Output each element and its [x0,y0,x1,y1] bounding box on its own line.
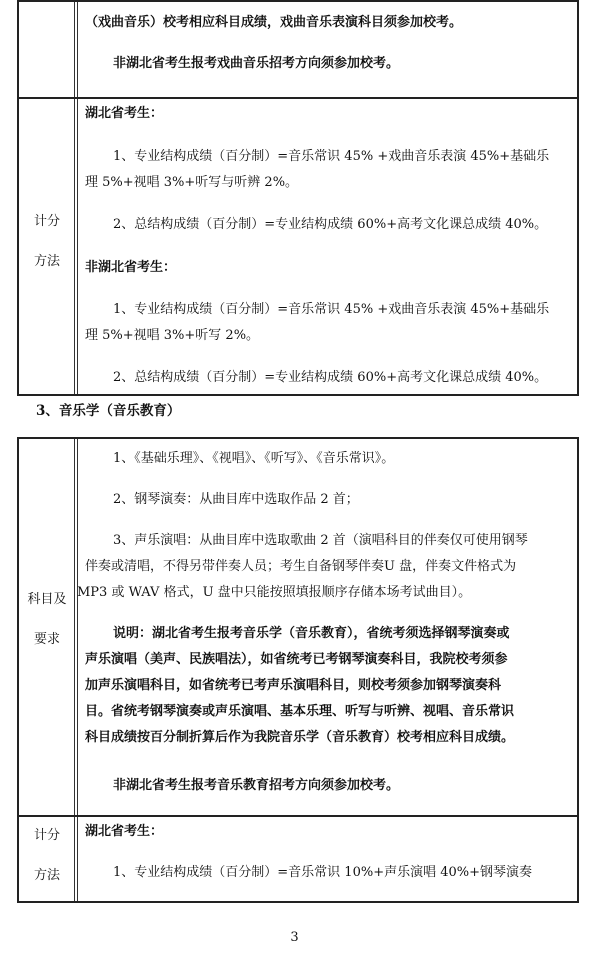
note-line-6: 非湖北省考生报考音乐教育招考方向须参加校考。 [113,778,400,793]
table-exam-scheme-2 [17,437,579,903]
top-row-line-2: 非湖北省考生报考戏曲音乐招考方向须参加校考。 [113,56,400,71]
page-number: 3 [290,930,299,945]
subjects-label-1: 科目及 [27,592,67,607]
nonhubei-item2: 2、总结构成绩（百分制）=专业结构成绩 60%+高考文化课总成绩 40%。 [113,370,548,385]
subjects-item-2: 2、钢琴演奏：从曲目库中选取作品 2 首； [113,492,359,507]
scoring-label-2: 方法 [33,254,60,269]
subjects-item-3-line-1: 3、声乐演唱：从曲目库中选取歌曲 2 首（演唱科目的伴奏仅可使用钢琴 [113,533,528,548]
scoring-label-1: 计分 [33,214,60,229]
nonhubei-item1-line2: 理 5%+视唱 3%+听写 2%。 [85,328,260,343]
nonhubei-title: 非湖北省考生： [85,260,177,275]
scoring2-item-1: 1、专业结构成绩（百分制）=音乐常识 10%+声乐演唱 40%+钢琴演奏 [113,865,533,880]
table2-row-divider [19,815,577,817]
note-line-1: 说明：湖北省考生报考音乐学（音乐教育），省统考须选择钢琴演奏或 [113,626,510,641]
hubei-title: 湖北省考生： [85,106,164,121]
table1-label-column [19,2,75,394]
note-line-3: 加声乐演唱科目，如省统考已考声乐演唱科目，则校考须参加钢琴演奏科 [85,678,502,693]
top-row-line-1: （戏曲音乐）校考相应科目成绩，戏曲音乐表演科目须参加校考。 [85,15,463,30]
scoring2-label-2: 方法 [33,868,60,883]
hubei-item2: 2、总结构成绩（百分制）=专业结构成绩 60%+高考文化课总成绩 40%。 [113,217,548,232]
nonhubei-item1-line1: 1、专业结构成绩（百分制）=音乐常识 45% +戏曲音乐表演 45%+基础乐 [113,302,550,317]
subjects-item-3-line-3: MP3 或 WAV 格式，U 盘中只能按照填报顺序存储本场考试曲目）。 [77,585,472,600]
scoring2-hubei-title: 湖北省考生： [85,824,164,839]
subjects-label-2: 要求 [33,632,60,647]
section-heading: 3、音乐学（音乐教育） [36,403,181,419]
table-exam-scheme-1 [17,0,579,396]
note-line-4: 目。省统考钢琴演奏或声乐演唱、基本乐理、听写与听辨、视唱、音乐常识 [85,704,515,719]
scoring2-label-1: 计分 [33,828,60,843]
note-line-2: 声乐演唱（美声、民族唱法），如省统考已考钢琴演奏科目，我院校考须参 [85,652,508,667]
subjects-item-1: 1、《基础乐理》、《视唱》、《听写》、《音乐常识》。 [113,451,395,466]
hubei-item1-line1: 1、专业结构成绩（百分制）=音乐常识 45% +戏曲音乐表演 45%+基础乐 [113,149,550,164]
hubei-item1-line2: 理 5%+视唱 3%+听写与听辨 2%。 [85,175,299,190]
note-line-5: 科目成绩按百分制折算后作为我院音乐学（音乐教育）校考相应科目成绩。 [85,730,515,745]
subjects-item-3-line-2: 伴奏或清唱，不得另带伴奏人员；考生自备钢琴伴奏U 盘，伴奏文件格式为 [85,559,517,574]
table1-row-divider [19,97,577,99]
